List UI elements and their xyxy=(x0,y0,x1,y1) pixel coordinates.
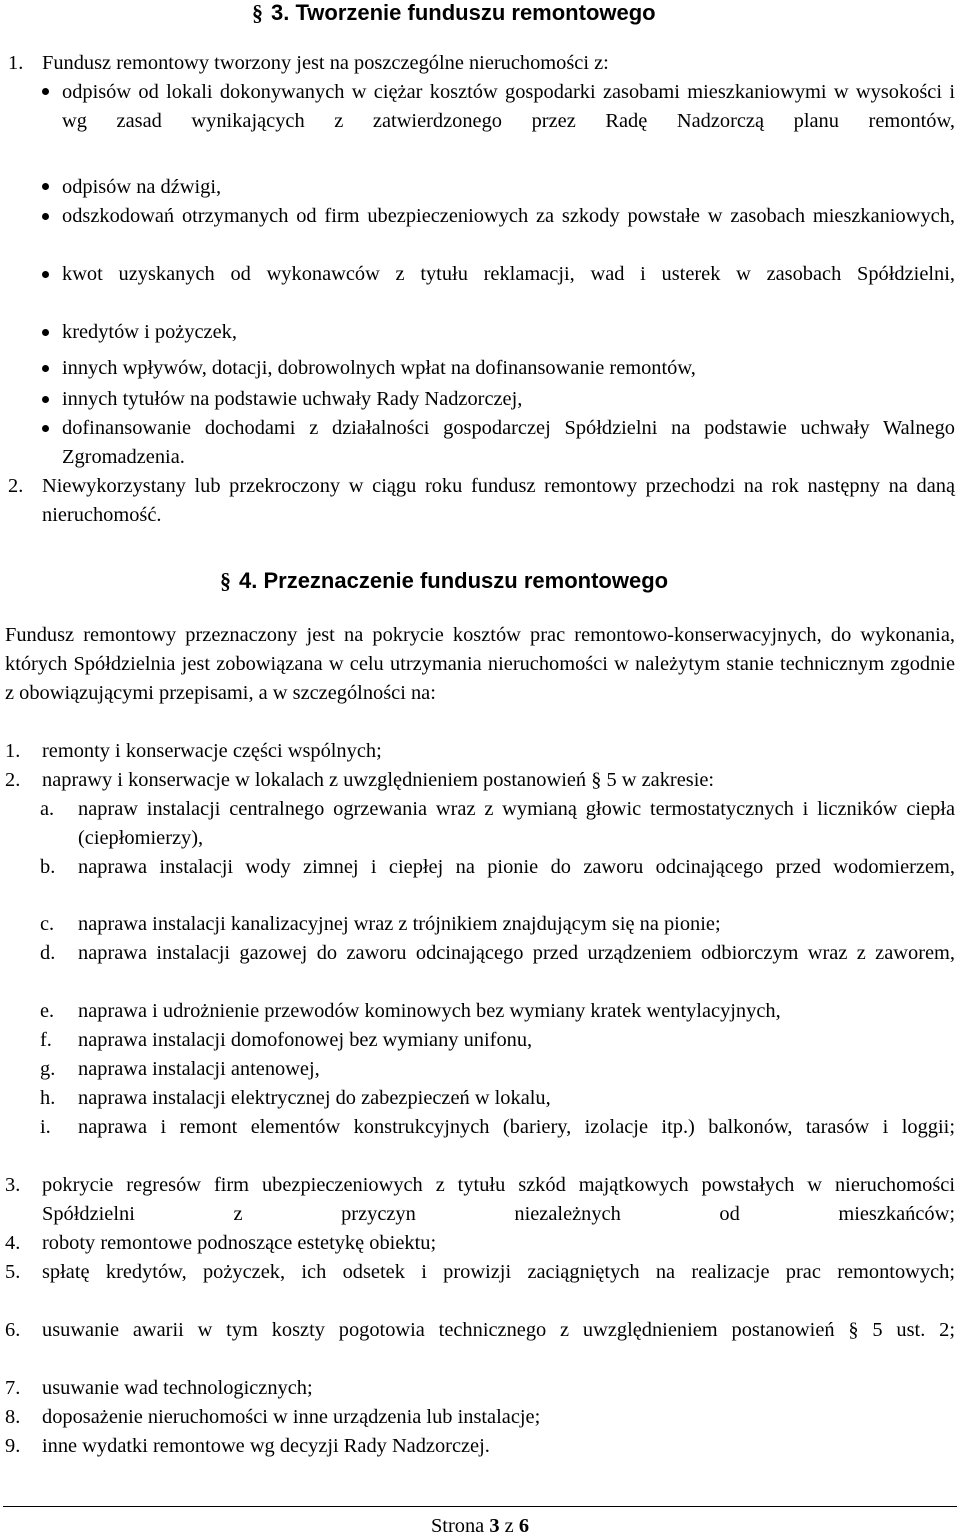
list-item-3: pokrycie regresów firm ubezpieczeniowych z tytułu szkód majątkowych powstałych w nieruchomości Spółdzielni z przyczyn niezależnych od mieszkańców; xyxy=(42,1174,955,1225)
item-2-text: Niewykorzystany lub przekroczony w ciągu roku fundusz remontowy przechodzi na rok następny na daną nieruchomość. xyxy=(42,475,955,526)
footer-separator: z xyxy=(504,1515,514,1537)
section-3-heading xyxy=(252,0,656,26)
item-number: 7. xyxy=(5,1377,21,1399)
subitem-a: napraw instalacji centralnego ogrzewania wraz z wymianą głowic termostatycznych i liczników ciepła (ciepłomierzy), xyxy=(78,798,955,849)
bullet-item-7: innych tytułów na podstawie uchwały Rady Nadzorczej, xyxy=(62,388,523,410)
item-number: 8. xyxy=(5,1406,21,1428)
bullet-icon xyxy=(42,183,49,190)
section-symbol: § xyxy=(220,568,231,593)
footer-prefix: Strona xyxy=(430,1515,485,1537)
item-number: 5. xyxy=(5,1261,21,1283)
list-item-6: usuwanie awarii w tym koszty pogotowia technicznego z uwzględnieniem postanowień § 5 ust. 2; xyxy=(42,1319,955,1341)
page-current: 3 xyxy=(489,1515,500,1537)
subitem-letter: e. xyxy=(40,1000,55,1022)
bullet-item-5: kredytów i pożyczek, xyxy=(62,321,237,343)
subitem-d: naprawa instalacji gazowej do zaworu odcinającego przed urządzeniem odbiorczym wraz z zaworem, xyxy=(78,942,955,964)
section-3-title: 3. Tworzenie funduszu remontowego xyxy=(271,0,656,25)
list-item-7: usuwanie wad technologicznych; xyxy=(42,1377,313,1399)
subitem-b: naprawa instalacji wody zimnej i ciepłej na pionie do zaworu odcinającego przed wodomierzem, xyxy=(78,856,955,878)
bullet-icon xyxy=(42,396,49,403)
bullet-icon xyxy=(42,213,49,220)
subitem-letter: c. xyxy=(40,913,55,935)
subitem-c: naprawa instalacji kanalizacyjnej wraz z trójnikiem znajdującym się na pionie; xyxy=(78,913,721,935)
item-number: 1. xyxy=(8,52,24,74)
bullet-icon xyxy=(42,425,49,432)
page-footer xyxy=(0,1515,960,1537)
section-4-heading xyxy=(220,568,668,594)
list-item-5: spłatę kredytów, pożyczek, ich odsetek i prowizji zaciągniętych na realizacje prac remontowych; xyxy=(42,1261,955,1283)
list-item-9: inne wydatki remontowe wg decyzji Rady Nadzorczej. xyxy=(42,1435,490,1457)
subitem-f: naprawa instalacji domofonowej bez wymiany unifonu, xyxy=(78,1029,533,1051)
bullet-item-1: odpisów od lokali dokonywanych w ciężar kosztów gospodarki zasobami mieszkaniowymi w wysokości i wg zasad wynikających z zatwierdzonego przez Radę Nadzorczą planu remontów, xyxy=(62,81,955,132)
section-4-title: 4. Przeznaczenie funduszu remontowego xyxy=(239,568,669,593)
bullet-item-6: innych wpływów, dotacji, dobrowolnych wpłat na dofinansowanie remontów, xyxy=(62,357,696,379)
list-item-2: naprawy i konserwacje w lokalach z uwzględnieniem postanowień § 5 w zakresie: xyxy=(42,769,715,791)
subitem-g: naprawa instalacji antenowej, xyxy=(78,1058,320,1080)
bullet-item-2: odpisów na dźwigi, xyxy=(62,176,222,198)
section-symbol: § xyxy=(252,0,263,25)
bullet-item-4: kwot uzyskanych od wykonawców z tytułu reklamacji, wad i usterek w zasobach Spółdzielni, xyxy=(62,263,955,285)
subitem-letter: h. xyxy=(40,1087,56,1109)
item-number: 2. xyxy=(8,475,24,497)
item-number: 4. xyxy=(5,1232,21,1254)
subitem-h: naprawa instalacji elektrycznej do zabezpieczeń w lokalu, xyxy=(78,1087,551,1109)
subitem-letter: d. xyxy=(40,942,56,964)
section-4-intro: Fundusz remontowy przeznaczony jest na pokrycie kosztów prac remontowo-konserwacyjnych, do wykonania, których Spółdzielnia jest zobowiązana w celu utrzymania nieruchomości w należytym stanie technicznym zgodnie z obowiązującymi przepisami, a w szczególności na: xyxy=(5,624,955,704)
subitem-i: naprawa i remont elementów konstrukcyjnych (bariery, izolacje itp.) balkonów, tarasów i loggii; xyxy=(78,1116,955,1138)
subitem-letter: g. xyxy=(40,1058,56,1080)
item-number: 3. xyxy=(5,1174,21,1196)
subitem-letter: i. xyxy=(40,1116,51,1138)
subitem-letter: b. xyxy=(40,856,56,878)
item-number: 6. xyxy=(5,1319,21,1341)
list-item-1: remonty i konserwacje części wspólnych; xyxy=(42,740,382,762)
item-number: 9. xyxy=(5,1435,21,1457)
item-1-intro: Fundusz remontowy tworzony jest na poszczególne nieruchomości z: xyxy=(42,52,609,74)
bullet-icon xyxy=(42,329,49,336)
bullet-item-3: odszkodowań otrzymanych od firm ubezpieczeniowych za szkody powstałe w zasobach mieszkaniowych, xyxy=(62,205,955,227)
list-item-8: doposażenie nieruchomości w inne urządzenia lub instalacje; xyxy=(42,1406,541,1428)
bullet-icon xyxy=(42,365,49,372)
bullet-item-8: dofinansowanie dochodami z działalności gospodarczej Spółdzielni na podstawie uchwały Walnego Zgromadzenia. xyxy=(62,417,955,468)
bullet-icon xyxy=(42,88,49,95)
bullet-icon xyxy=(42,271,49,278)
footer-divider xyxy=(3,1506,957,1507)
item-number: 2. xyxy=(5,769,21,791)
subitem-letter: a. xyxy=(40,798,55,820)
item-number: 1. xyxy=(5,740,21,762)
subitem-e: naprawa i udrożnienie przewodów kominowych bez wymiany kratek wentylacyjnych, xyxy=(78,1000,781,1022)
page-total: 6 xyxy=(518,1515,530,1537)
list-item-4: roboty remontowe podnoszące estetykę obiektu; xyxy=(42,1232,437,1254)
subitem-letter: f. xyxy=(40,1029,52,1051)
